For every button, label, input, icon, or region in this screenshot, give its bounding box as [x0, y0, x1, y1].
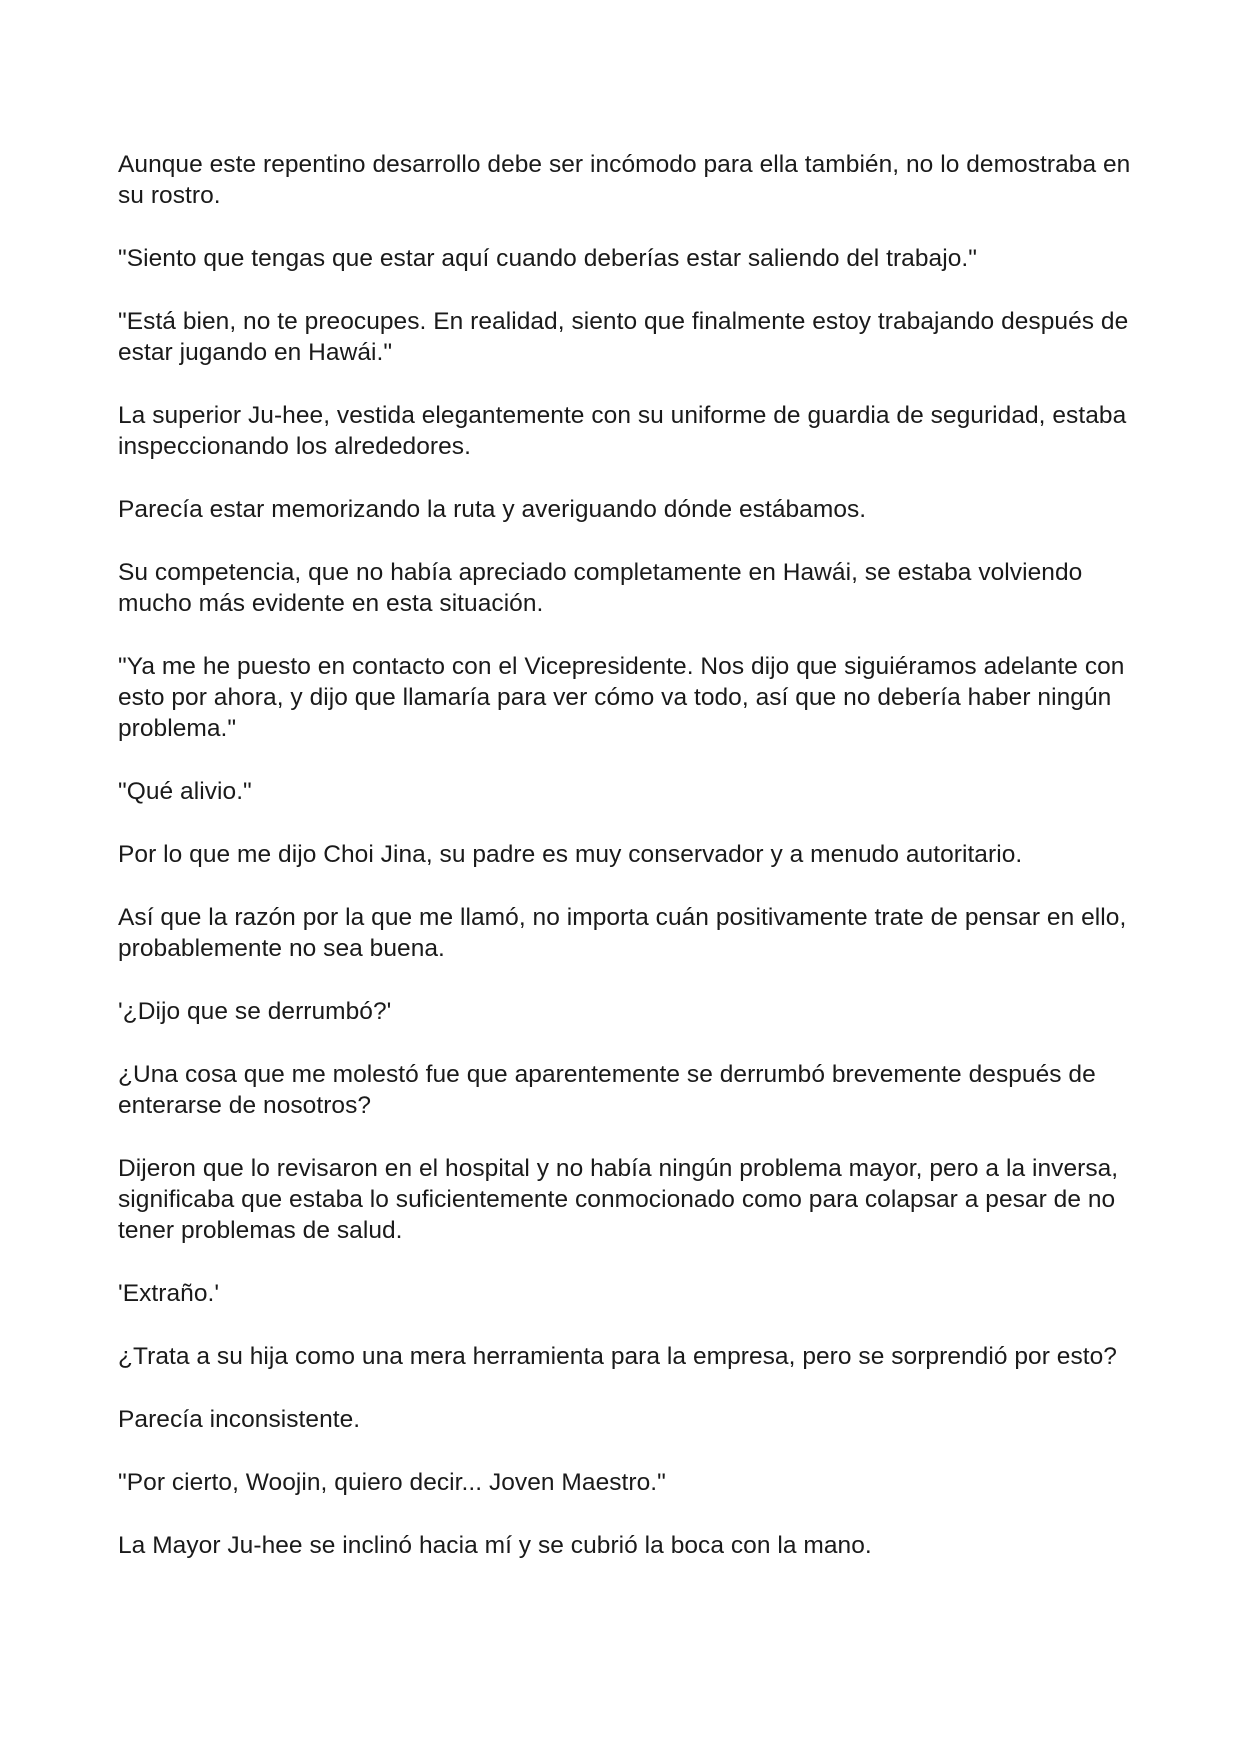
- paragraph: "Siento que tengas que estar aquí cuando deberías estar saliendo del trabajo.": [118, 245, 977, 272]
- paragraph: Así que la razón por la que me llamó, no importa cuán positivamente trate de pensar en ello, probablemente no sea buena.: [118, 904, 1127, 962]
- page-body: [118, 149, 1138, 1593]
- paragraph: "Ya me he puesto en contacto con el Vicepresidente. Nos dijo que siguiéramos adelante con esto por ahora, y dijo que llamaría para ver cómo va todo, así que no debería haber ningún problema.": [118, 653, 1125, 742]
- paragraph: ¿Una cosa que me molestó fue que aparentemente se derrumbó brevemente después de enterarse de nosotros?: [118, 1061, 1096, 1119]
- paragraph: ¿Trata a su hija como una mera herramienta para la empresa, pero se sorprendió por esto?: [118, 1343, 1117, 1370]
- paragraph: Por lo que me dijo Choi Jina, su padre es muy conservador y a menudo autoritario.: [118, 841, 1023, 868]
- paragraph: Su competencia, que no había apreciado completamente en Hawái, se estaba volviendo mucho más evidente en esta situación.: [118, 559, 1083, 617]
- paragraph: "Qué alivio.": [118, 778, 252, 805]
- paragraph: Dijeron que lo revisaron en el hospital y no había ningún problema mayor, pero a la inversa, significaba que estaba lo suficientemente conmocionado como para colapsar a pesar de no tener problemas de salud.: [118, 1155, 1119, 1244]
- paragraph: "Por cierto, Woojin, quiero decir... Joven Maestro.": [118, 1469, 666, 1496]
- paragraph: Parecía estar memorizando la ruta y averiguando dónde estábamos.: [118, 496, 867, 523]
- paragraph: La superior Ju-hee, vestida elegantemente con su uniforme de guardia de seguridad, estaba inspeccionando los alrededores.: [118, 402, 1127, 460]
- paragraph: Aunque este repentino desarrollo debe ser incómodo para ella también, no lo demostraba en su rostro.: [118, 151, 1131, 209]
- paragraph: Parecía inconsistente.: [118, 1406, 361, 1433]
- paragraph: "Está bien, no te preocupes. En realidad, siento que finalmente estoy trabajando después de estar jugando en Hawái.": [118, 308, 1129, 366]
- paragraph: '¿Dijo que se derrumbó?': [118, 998, 392, 1025]
- paragraph: La Mayor Ju-hee se inclinó hacia mí y se cubrió la boca con la mano.: [118, 1532, 872, 1559]
- paragraph: 'Extraño.': [118, 1280, 220, 1307]
